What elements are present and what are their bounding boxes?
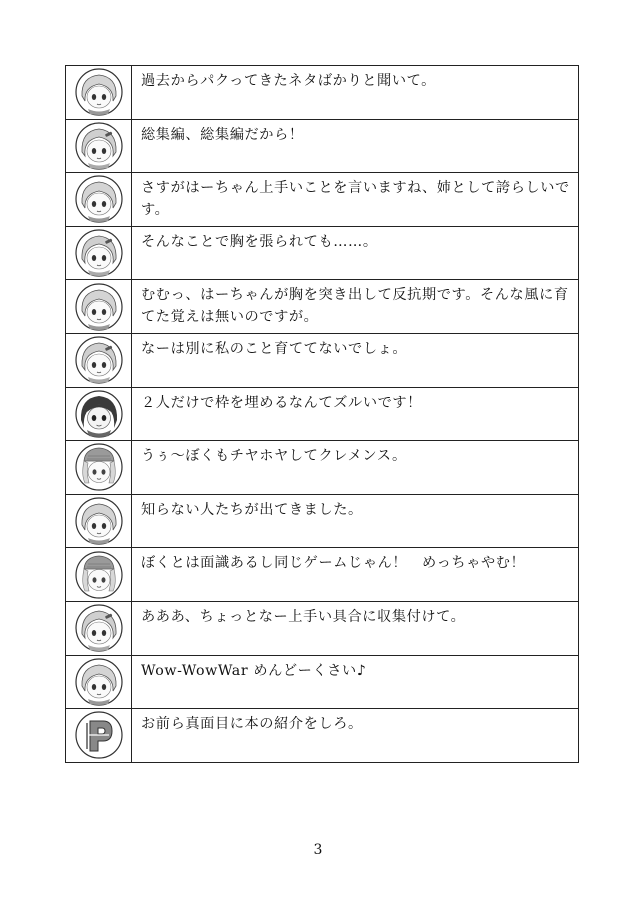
dialogue-text: 総集編、総集編だから！	[141, 126, 304, 143]
dialogue-row	[66, 66, 579, 120]
dialogue-row	[66, 120, 579, 174]
dialogue-row	[66, 441, 579, 495]
dialogue-row	[66, 548, 579, 602]
girl-bob-hair-avatar-icon	[75, 68, 123, 116]
avatar-cell	[66, 120, 132, 173]
dialogue-text: 知らない人たちが出てきました。	[141, 501, 363, 518]
dialogue-row	[66, 709, 579, 763]
dialogue-row	[66, 173, 579, 227]
dialogue-text: なーは別に私のこと育ててないでしょ。	[141, 340, 408, 357]
dialogue-text: うぅ～ぼくもチヤホヤしてクレメンス。	[141, 448, 407, 465]
avatar-cell	[66, 709, 132, 762]
dialogue-text: ぼくとは面識あるし同じゲームじゃん！ めっちゃやむ！	[141, 555, 526, 572]
dialogue-text: むむっ、はーちゃんが胸を突き出して反抗期です。そんな風に育てた覚えは無いのですが。	[141, 287, 569, 326]
girl-clip-hair-avatar-icon	[75, 604, 123, 652]
dialogue-row	[66, 334, 579, 388]
girl-bob-hair-avatar-icon	[75, 283, 123, 331]
dialogue-text: さすがはーちゃん上手いことを言いますね、姉として誇らしいです。	[141, 180, 570, 219]
avatar-cell	[66, 66, 132, 119]
dialogue-row	[66, 656, 579, 710]
avatar-cell	[66, 227, 132, 280]
girl-bob-hair-avatar-icon	[75, 658, 123, 706]
avatar-cell	[66, 656, 132, 709]
girl-bob-hair-avatar-icon	[75, 175, 123, 223]
letter-p-logo-avatar-icon	[75, 711, 123, 759]
dialogue-text: Wow-WowWar めんどーくさい♪	[141, 662, 367, 679]
girl-clip-hair-avatar-icon	[75, 122, 123, 170]
dialogue-row	[66, 227, 579, 281]
dialogue-text: あああ、ちょっとなー上手い具合に収集付けて。	[141, 608, 466, 625]
dark-hair-girl-avatar-icon	[75, 390, 123, 438]
girl-clip-hair-avatar-icon	[75, 336, 123, 384]
girl-clip-hair-avatar-icon	[75, 229, 123, 277]
dialogue-text: そんなことで胸を張られても……。	[141, 233, 378, 250]
dialogue-table	[65, 65, 579, 763]
dialogue-text: ２人だけで枠を埋めるなんてズルいです！	[141, 394, 422, 411]
avatar-cell	[66, 334, 132, 387]
page-number: 3	[313, 842, 323, 858]
dialogue-row	[66, 388, 579, 442]
hat-girl-avatar-icon	[75, 443, 123, 491]
avatar-cell	[66, 441, 132, 494]
dialogue-row	[66, 495, 579, 549]
hat-girl-avatar-icon	[75, 551, 123, 599]
dialogue-row	[66, 280, 579, 334]
avatar-cell	[66, 548, 132, 601]
dialogue-text: 過去からパクってきたネタばかりと聞いて。	[141, 73, 436, 89]
dialogue-row	[66, 602, 579, 656]
avatar-cell	[66, 602, 132, 655]
avatar-cell	[66, 173, 132, 226]
avatar-cell	[66, 280, 132, 333]
dialogue-text: お前ら真面目に本の紹介をしろ。	[141, 716, 363, 733]
avatar-cell	[66, 388, 132, 441]
girl-bob-hair-avatar-icon	[75, 497, 123, 545]
avatar-cell	[66, 495, 132, 548]
